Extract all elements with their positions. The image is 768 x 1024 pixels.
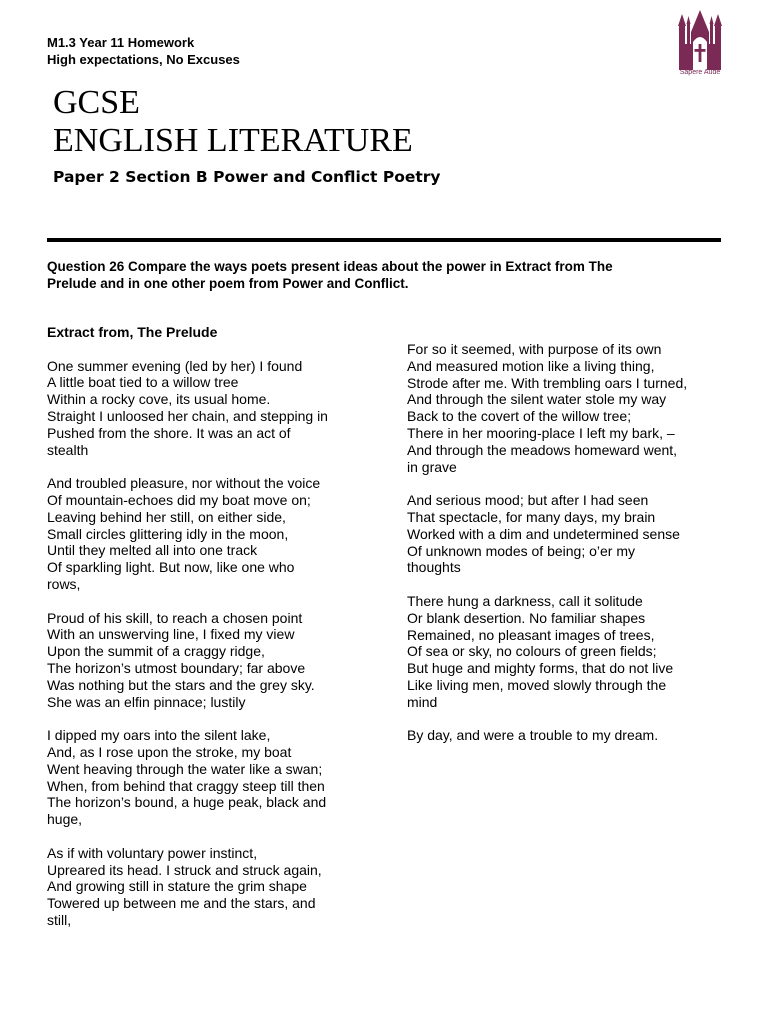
poem-line: thoughts [407, 559, 461, 576]
poem-line: And serious mood; but after I had seen [407, 492, 649, 509]
poem-line: There in her mooring-place I left my bark, – [407, 424, 675, 441]
poem-stanza [47, 727, 387, 828]
poem-line: Small circles glittering idly in the moon, [47, 525, 289, 542]
title-line-1: GCSE [53, 84, 140, 121]
poem-line: huge, [47, 811, 83, 828]
poem-line: The horizon’s bound, a huge peak, black and [47, 794, 327, 811]
poem-column-left [47, 324, 387, 945]
poem-line: For so it seemed, with purpose of its own [407, 341, 662, 357]
poem-line: I dipped my oars into the silent lake, [47, 727, 271, 744]
poem-line: Of mountain-echoes did my boat move on; [47, 491, 311, 508]
poem-line: That spectacle, for many days, my brain [407, 508, 656, 525]
poem-line: She was an elfin pinnace; lustily [47, 693, 246, 710]
poem-line: stealth [47, 441, 89, 458]
poem-line: mind [407, 693, 438, 710]
poem-line: And measured motion like a living thing, [407, 357, 655, 374]
motto-line: High expectations, No Excuses [47, 52, 240, 67]
poem-line: As if with voluntary power instinct, [47, 844, 258, 861]
divider [47, 238, 721, 242]
poem-line: And through the meadows homeward went, [407, 441, 678, 458]
poem-line: With an unswerving line, I fixed my view [47, 626, 295, 643]
poem-line: Towered up between me and the stars, and [47, 895, 316, 912]
poem-line: Worked with a dim and undetermined sense [407, 525, 680, 542]
poem-line: By day, and were a trouble to my dream. [407, 727, 659, 744]
poem-line: Back to the covert of the willow tree; [407, 408, 632, 425]
poem-line: Upreared its head. I struck and struck again, [47, 861, 322, 878]
poem-line: Pushed from the shore. It was an act of [47, 424, 291, 441]
poem-line: rows, [47, 575, 81, 592]
poem-line: And troubled pleasure, nor without the voice [47, 475, 321, 492]
poem-stanza [47, 845, 387, 929]
poem-stanza [47, 475, 387, 593]
poem-line: Went heaving through the water like a swan; [47, 760, 323, 777]
poem-stanza [407, 492, 727, 576]
poem-line: One summer evening (led by her) I found [47, 357, 303, 374]
poem-line: Of sea or sky, no colours of green fields; [407, 643, 657, 660]
poem-line: Until they melted all into one track [47, 542, 258, 559]
poem-line: Straight I unloosed her chain, and stepping in [47, 407, 328, 424]
poem-line: Remained, no pleasant images of trees, [407, 626, 655, 643]
poem-line: Strode after me. With trembling oars I turned, [407, 374, 688, 391]
logo-caption: Sapere Aude [679, 69, 721, 76]
poem-line: Of unknown modes of being; o’er my [407, 542, 636, 559]
poem-line: Leaving behind her still, on either side, [47, 508, 286, 525]
course-line: M1.3 Year 11 Homework [47, 35, 195, 50]
page-title [53, 84, 413, 160]
poem-line: And through the silent water stole my way [407, 391, 667, 408]
poem-stanza [47, 610, 387, 711]
poem-line: And, as I rose upon the stroke, my boat [47, 743, 292, 760]
poem-line: There hung a darkness, call it solitude [407, 592, 643, 609]
poem-line: When, from behind that craggy steep till then [47, 777, 325, 794]
question-prompt [47, 258, 727, 292]
poem-line: A little boat tied to a willow tree [47, 374, 239, 391]
poem-line: Like living men, moved slowly through the [407, 676, 667, 693]
poem-line: And growing still in stature the grim shape [47, 878, 307, 895]
poem-column-right [407, 341, 727, 761]
poem-line: Upon the summit of a craggy ridge, [47, 643, 265, 660]
question-line-2: Prelude and in one other poem from Power and Conflict. [47, 276, 409, 291]
poem-stanza [407, 727, 727, 744]
poem-title: Extract from, The Prelude [47, 324, 218, 340]
poem-line: But huge and mighty forms, that do not live [407, 660, 674, 677]
page-subtitle: Paper 2 Section B Power and Conflict Poetry [53, 168, 441, 186]
document-header [47, 34, 240, 68]
poem-line: Or blank desertion. No familiar shapes [407, 609, 646, 626]
poem-line: The horizon’s utmost boundary; far above [47, 659, 306, 676]
poem-line: Proud of his skill, to reach a chosen point [47, 609, 303, 626]
poem-stanza [407, 341, 727, 475]
poem-line: Of sparkling light. But now, like one who [47, 559, 295, 576]
title-line-2: ENGLISH LITERATURE [53, 122, 413, 159]
poem-stanza [47, 358, 387, 459]
poem-stanza [407, 593, 727, 711]
poem-line: Was nothing but the stars and the grey sky. [47, 676, 315, 693]
poem-line: Within a rocky cove, its usual home. [47, 391, 271, 408]
question-line-1: Question 26 Compare the ways poets present ideas about the power in Extract from The [47, 259, 613, 274]
poem-line: in grave [407, 458, 457, 475]
poem-line: still, [47, 911, 72, 928]
